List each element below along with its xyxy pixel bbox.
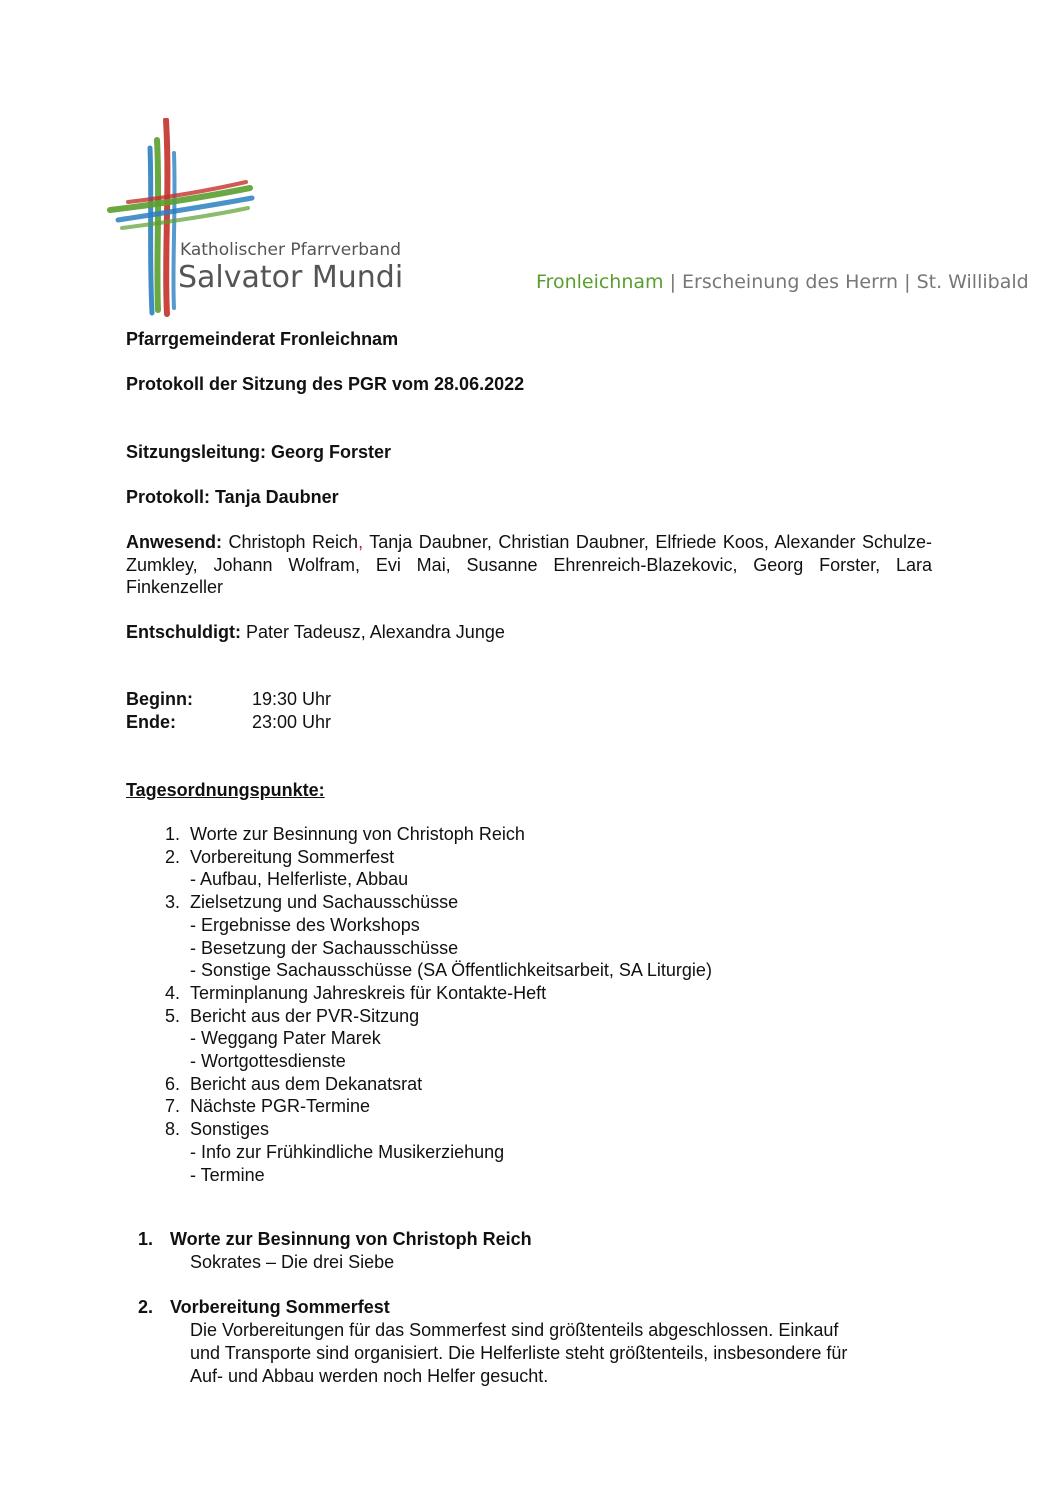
start-time: 19:30 Uhr (252, 689, 332, 709)
agenda-heading: Tagesordnungspunkte: (126, 780, 325, 800)
section-1-title: Worte zur Besinnung von Christoph Reich (170, 1229, 532, 1249)
agenda-subitem: - Wortgottesdienste (190, 1051, 346, 1072)
agenda-item-number: 6. (164, 1073, 180, 1094)
logo-name: Salvator Mundi (178, 260, 404, 295)
section-2-body-line: und Transporte sind organisiert. Die Helferliste steht größtenteils, insbesondere für (190, 1343, 848, 1363)
tagline-highlight: Fronleichnam (536, 271, 664, 293)
agenda-item-label: Terminplanung Jahreskreis für Kontakte-Heft (190, 982, 547, 1003)
section-2-title: Vorbereitung Sommerfest (170, 1297, 390, 1317)
agenda-item-number: 4. (164, 982, 180, 1003)
end-label: Ende: (126, 712, 177, 732)
agenda-item-label: Worte zur Besinnung von Christoph Reich (190, 824, 525, 844)
section-2-number: 2. (138, 1297, 154, 1317)
agenda-subitem: - Ergebnisse des Workshops (190, 914, 420, 935)
excused-label: Entschuldigt: (126, 622, 241, 642)
section-1-number: 1. (138, 1229, 154, 1249)
agenda-item (164, 1073, 712, 1096)
section-1-body: Sokrates – Die drei Siebe (190, 1252, 395, 1272)
agenda-item-number: 3. (164, 892, 180, 913)
agenda-item-number: 8. (164, 1119, 180, 1140)
agenda-item (164, 891, 712, 982)
agenda-item-label: Zielsetzung und Sachausschüsse (190, 892, 459, 913)
agenda-item (164, 1095, 712, 1118)
start-label: Beginn: (126, 689, 193, 709)
agenda-item-label: Bericht aus dem Dekanatsrat (190, 1073, 423, 1094)
tagline-rest: | Erscheinung des Herrn | St. Willibald (663, 271, 1029, 293)
meeting-chair: Sitzungsleitung: Georg Forster (126, 442, 392, 462)
agenda-item-number: 5. (164, 1005, 180, 1026)
logo-subtitle: Katholischer Pfarrverband (180, 240, 401, 260)
agenda-item-label: Nächste PGR-Termine (190, 1096, 371, 1117)
agenda-subitem: - Termine (190, 1164, 265, 1185)
attendees-comma: , (358, 532, 364, 552)
agenda-subitem: - Besetzung der Sachausschüsse (190, 937, 459, 958)
agenda-list (164, 823, 712, 1186)
agenda-item (164, 1005, 712, 1073)
agenda-subitem: - Info zur Frühkindliche Musikerziehung (190, 1141, 505, 1162)
agenda-item (164, 846, 712, 891)
agenda-item-label: Bericht aus der PVR-Sitzung (190, 1005, 420, 1026)
agenda-item-number: 7. (164, 1096, 180, 1117)
document-title: Protokoll der Sitzung des PGR vom 28.06.2022 (126, 374, 525, 394)
attendees-rest: Tanja Daubner, Christian Daubner, Elfriede Koos, Alexander Schulze-Zumkley, Johann Wolfram, Evi Mai, Susanne Ehrenreich-Blazekovic, Georg Forster, Lara Finkenzeller (126, 532, 933, 598)
section-2-body-line: Die Vorbereitungen für das Sommerfest sind größtenteils abgeschlossen. Einkauf (190, 1320, 839, 1340)
agenda-subitem: - Aufbau, Helferliste, Abbau (190, 869, 409, 890)
agenda-item (164, 982, 712, 1005)
agenda-item-number: 1. (164, 824, 180, 844)
attendees-first: Christoph Reich (222, 532, 359, 552)
agenda-item (164, 823, 712, 846)
attendees-label: Anwesend: (126, 532, 223, 552)
agenda-subitem: - Weggang Pater Marek (190, 1028, 381, 1049)
section-2-body-line: Auf- und Abbau werden noch Helfer gesucht. (190, 1366, 549, 1386)
agenda-item-number: 2. (164, 846, 180, 867)
excused-names: Pater Tadeusz, Alexandra Junge (241, 622, 505, 642)
agenda-item-label: Vorbereitung Sommerfest (190, 846, 395, 867)
attendees-paragraph (126, 531, 932, 599)
agenda-item (164, 1118, 712, 1186)
excused-line (126, 621, 505, 644)
parish-tagline (536, 271, 1029, 293)
end-time: 23:00 Uhr (252, 712, 332, 732)
minutes-taker: Protokoll: Tanja Daubner (126, 487, 339, 507)
agenda-item-label: Sonstiges (190, 1119, 270, 1140)
council-name: Pfarrgemeinderat Fronleichnam (126, 329, 399, 349)
agenda-subitem: - Sonstige Sachausschüsse (SA Öffentlichkeitsarbeit, SA Liturgie) (190, 960, 712, 981)
